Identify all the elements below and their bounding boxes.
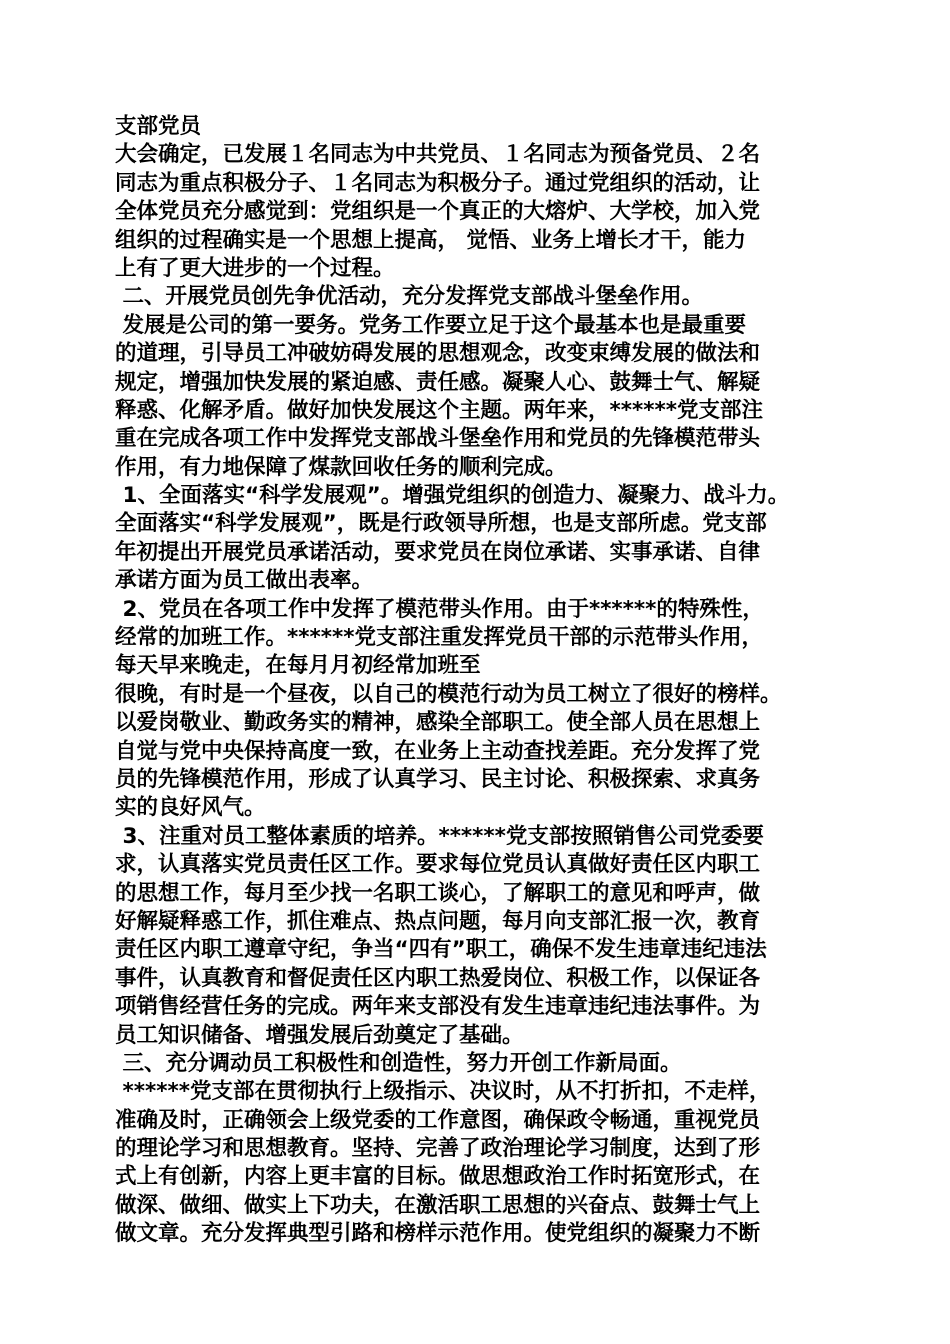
- section-heading: 二、开展党员创先争优活动，充分发挥党支部战斗堡垒作用。: [115, 284, 703, 310]
- numbered-item: 2、党员在各项工作中发挥了模范带头作用。由于******的特殊性，: [115, 596, 764, 622]
- text-line: 的思想工作，每月至少找一名职工谈心，了解职工的意见和呼声，做: [115, 880, 761, 906]
- text-line: 事件，认真教育和督促责任区内职工热爱岗位、积极工作，以保证各: [115, 965, 761, 991]
- text-line: 员的先锋模范作用，形成了认真学习、民主讨论、积极探索、求真务: [115, 766, 761, 792]
- text-line: 好解疑释惑工作，抓住难点、热点问题，每月向支部汇报一次，教育: [115, 908, 761, 934]
- text-line: 实的良好风气。: [115, 795, 266, 821]
- text-line: 全面落实“科学发展观”，既是行政领导所想，也是支部所虑。党支部: [115, 511, 767, 537]
- text-line: 做深、做细、做实上下功夫，在激活职工思想的兴奋点、鼓舞士气上: [115, 1192, 761, 1218]
- text-line: 上有了更大进步的一个过程。: [115, 255, 395, 281]
- text-line: 很晚，有时是一个昼夜，以自己的模范行动为员工树立了很好的榜样。: [115, 681, 782, 707]
- text-line: 经常的加班工作。******党支部注重发挥党员干部的示范带头作用，: [115, 625, 763, 651]
- text-line: 员工知识储备、增强发展后劲奠定了基础。: [115, 1022, 524, 1048]
- numbered-item: 3、注重对员工整体素质的培养。******党支部按照销售公司党委要: [115, 823, 764, 849]
- text-line: 式上有创新，内容上更丰富的目标。做思想政治工作时拓宽形式，在: [115, 1164, 761, 1190]
- text-line: 全体党员充分感觉到：党组织是一个真正的大熔炉、大学校，加入党: [115, 199, 761, 225]
- section-heading: 三、充分调动员工积极性和创造性，努力开创工作新局面。: [115, 1050, 682, 1076]
- text-line: 年初提出开展党员承诺活动，要求党员在岗位承诺、实事承诺、自律: [115, 539, 761, 565]
- text-line: 发展是公司的第一要务。党务工作要立足于这个最基本也是最重要: [115, 312, 746, 338]
- text-line: 规定，增强加快发展的紧迫感、责任感。凝聚人心、鼓舞士气、解疑: [115, 369, 761, 395]
- text-line: 重在完成各项工作中发挥党支部战斗堡垒作用和党员的先锋模范带头: [115, 426, 761, 452]
- text-line: ******党支部在贯彻执行上级指示、决议时，从不打折扣，不走样，: [115, 1079, 771, 1105]
- text-line: 同志为重点积极分子、１名同志为积极分子。通过党组织的活动，让: [115, 170, 761, 196]
- text-line: 大会确定，已发展１名同志为中共党员、１名同志为预备党员、２名: [115, 142, 761, 168]
- text-line: 组织的过程确实是一个思想上提高， 觉悟、业务上增长才干，能力: [115, 227, 746, 253]
- text-line: 每天早来晚走，在每月月初经常加班至: [115, 653, 481, 679]
- text-line: 求，认真落实党员责任区工作。要求每位党员认真做好责任区内职工: [115, 852, 761, 878]
- text-line: 责任区内职工遵章守纪，争当“四有”职工，确保不发生违章违纪违法: [115, 937, 767, 963]
- text-line: 的道理，引导员工冲破妨碍发展的思想观念，改变束缚发展的做法和: [115, 341, 761, 367]
- text-line: 自觉与党中央保持高度一致，在业务上主动查找差距。充分发挥了党: [115, 738, 761, 764]
- numbered-item: 1、全面落实“科学发展观”。增强党组织的创造力、凝聚力、战斗力。: [115, 483, 790, 509]
- text-line: 释惑、化解矛盾。做好加快发展这个主题。两年来，******党支部注: [115, 397, 763, 423]
- document-page: [115, 113, 855, 1249]
- text-line: 以爱岗敬业、勤政务实的精神，感染全部职工。使全部人员在思想上: [115, 710, 761, 736]
- text-line: 承诺方面为员工做出表率。: [115, 568, 374, 594]
- text-line: 做文章。充分发挥典型引路和榜样示范作用。使党组织的凝聚力不断: [115, 1221, 761, 1247]
- text-line: 项销售经营任务的完成。两年来支部没有发生违章违纪违法事件。为: [115, 994, 761, 1020]
- text-line: 准确及时，正确领会上级党委的工作意图，确保政令畅通，重视党员: [115, 1107, 761, 1133]
- text-line: 作用，有力地保障了煤款回收任务的顺利完成。: [115, 454, 567, 480]
- text-line: 支部党员: [115, 114, 202, 139]
- text-line: 的理论学习和思想教育。坚持、完善了政治理论学习制度，达到了形: [115, 1136, 761, 1162]
